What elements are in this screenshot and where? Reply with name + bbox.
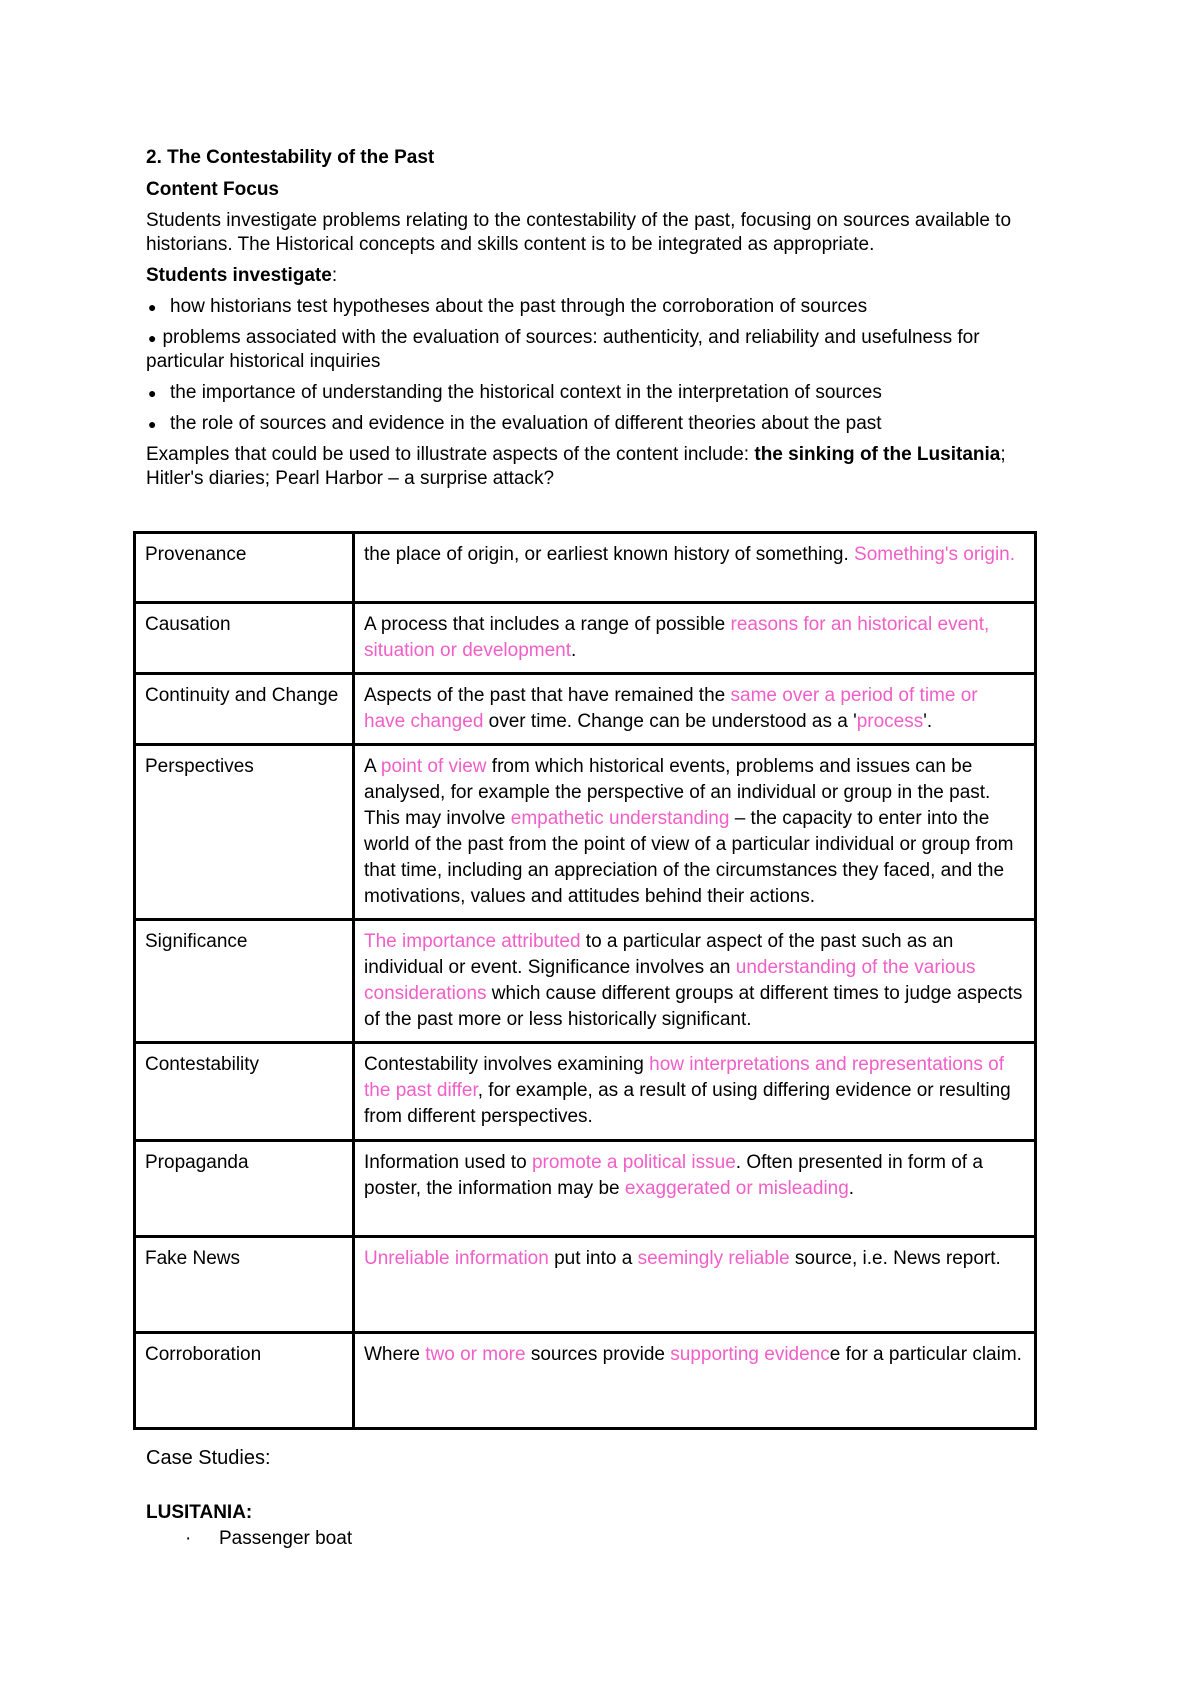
table-row — [135, 1043, 1036, 1141]
highlighted-text: empathetic understanding — [510, 808, 730, 829]
term-cell: Perspectives — [135, 745, 354, 920]
definition-text: over time. Change can be understood as a ' — [483, 711, 857, 732]
definition-text: source, i.e. News report. — [789, 1248, 1001, 1269]
table-row — [135, 674, 1036, 745]
definition-text: from which historical events, problems and issues can be analysed, for example the perspective of an individual or group in the past. This may involve — [364, 756, 991, 829]
highlighted-text: Something's origin. — [854, 544, 1016, 565]
bullet-icon: · — [185, 1528, 192, 1549]
term-cell: Corroboration — [135, 1333, 354, 1429]
term-cell: Continuity and Change — [135, 674, 354, 745]
term-cell: Significance — [135, 920, 354, 1043]
definition-cell — [354, 1237, 1036, 1333]
examples-paragraph: Examples that could be used to illustrate aspects of the content include: the sinking of the Lusitania; Hitler's diaries; Pearl Harbor – a surprise attack? — [146, 444, 1006, 489]
term-cell: Fake News — [135, 1237, 354, 1333]
highlighted-text: seemingly reliable — [637, 1248, 790, 1269]
content-section — [146, 146, 1061, 498]
list-item: ● how historians test hypotheses about the past through the corroboration of sources — [148, 296, 868, 317]
list-item: · Passenger boat — [185, 1528, 353, 1549]
term-cell: Causation — [135, 603, 354, 674]
definition-cell — [354, 533, 1036, 603]
case-studies-list — [185, 1528, 352, 1550]
highlighted-text: how interpretations and representations of the past differ — [364, 1054, 1005, 1101]
definition-text: e for a particular claim. — [829, 1344, 1022, 1365]
definition-text: the place of origin, or earliest known history of something. — [364, 544, 855, 565]
highlighted-text: reasons for an historical event, situation or development — [364, 614, 990, 661]
highlighted-text: The importance attributed — [364, 931, 581, 952]
definition-text: A — [364, 756, 381, 777]
term-cell: Contestability — [135, 1043, 354, 1141]
definition-text: Where — [364, 1344, 426, 1365]
definition-cell — [354, 1141, 1036, 1237]
list-item: ● the importance of understanding the historical context in the interpretation of sources — [148, 382, 882, 403]
terms-table — [133, 531, 1037, 1430]
definition-cell — [354, 1043, 1036, 1141]
bullet-icon: ● — [148, 385, 157, 401]
definition-text: Information used to — [364, 1152, 532, 1173]
students-investigate-bold: Students investigate — [146, 265, 332, 286]
definition-text: . Often presented in form of a poster, the information may be — [364, 1152, 983, 1199]
lusitania-heading: LUSITANIA: — [146, 1502, 253, 1523]
content-focus-heading: Content Focus — [146, 179, 279, 200]
highlighted-text: point of view — [380, 756, 487, 777]
list-item: ● the role of sources and evidence in the evaluation of different theories about the past — [148, 413, 882, 434]
case-studies-label: Case Studies: — [146, 1447, 271, 1469]
highlighted-text: Unreliable information — [364, 1248, 549, 1269]
table-row — [135, 1237, 1036, 1333]
highlighted-text: process — [856, 711, 924, 732]
table-row — [135, 533, 1036, 603]
definition-text: sources provide — [525, 1344, 671, 1365]
investigate-list — [146, 295, 1061, 436]
table-row — [135, 745, 1036, 920]
definition-text: Aspects of the past that have remained the — [364, 685, 731, 706]
definition-cell — [354, 1333, 1036, 1429]
highlighted-text: two or more — [425, 1344, 526, 1365]
bullet-icon: ● — [148, 299, 157, 315]
term-cell: Propaganda — [135, 1141, 354, 1237]
bullet-icon: ● — [148, 330, 157, 346]
content-focus-text: Students investigate problems relating to the contestability of the past, focusing on sources available to historians. The Historical concepts and skills content is to be integrated as appropriate. — [146, 210, 1012, 255]
definition-text: . — [848, 1178, 855, 1199]
table-row — [135, 1333, 1036, 1429]
term-cell: Provenance — [135, 533, 354, 603]
definition-cell — [354, 603, 1036, 674]
definition-text: '. — [923, 711, 933, 732]
highlighted-text: promote a political issue — [531, 1152, 736, 1173]
bullet-icon: ● — [148, 416, 157, 432]
definition-text: . — [571, 640, 577, 661]
highlighted-text: same over a period of time or have changed — [364, 685, 978, 732]
list-item: ● problems associated with the evaluation of sources: authenticity, and reliability and usefulness for particular historical inquiries — [146, 327, 980, 372]
examples-bold: the sinking of the Lusitania — [754, 444, 1001, 465]
highlighted-text: understanding of the various considerations — [364, 957, 976, 1004]
definition-cell — [354, 745, 1036, 920]
highlighted-text: supporting evidenc — [670, 1344, 830, 1365]
table-row — [135, 920, 1036, 1043]
definition-text: A process that includes a range of possible — [364, 614, 731, 635]
definition-text: – the capacity to enter into the world of the past from the point of view of a particular individual or group from that time, including an appreciation of the circumstances they faced, and the motivations, values and attitudes behind their actions. — [364, 808, 1014, 907]
definition-text: which cause different groups at different times to judge aspects of the past more or less historically significant. — [364, 983, 1023, 1030]
table-row — [135, 603, 1036, 674]
definition-text: put into a — [548, 1248, 638, 1269]
definition-cell — [354, 674, 1036, 745]
definition-text: , for example, as a result of using differing evidence or resulting from different perspectives. — [364, 1080, 1011, 1127]
students-investigate-label: Students investigate: — [146, 265, 338, 286]
table-row — [135, 1141, 1036, 1237]
definition-cell — [354, 920, 1036, 1043]
definition-text: to a particular aspect of the past such as an individual or event. Significance involves an — [364, 931, 954, 978]
definition-text: Contestability involves examining — [364, 1054, 650, 1075]
highlighted-text: exaggerated or misleading — [624, 1178, 849, 1199]
page-title: 2. The Contestability of the Past — [146, 147, 435, 168]
